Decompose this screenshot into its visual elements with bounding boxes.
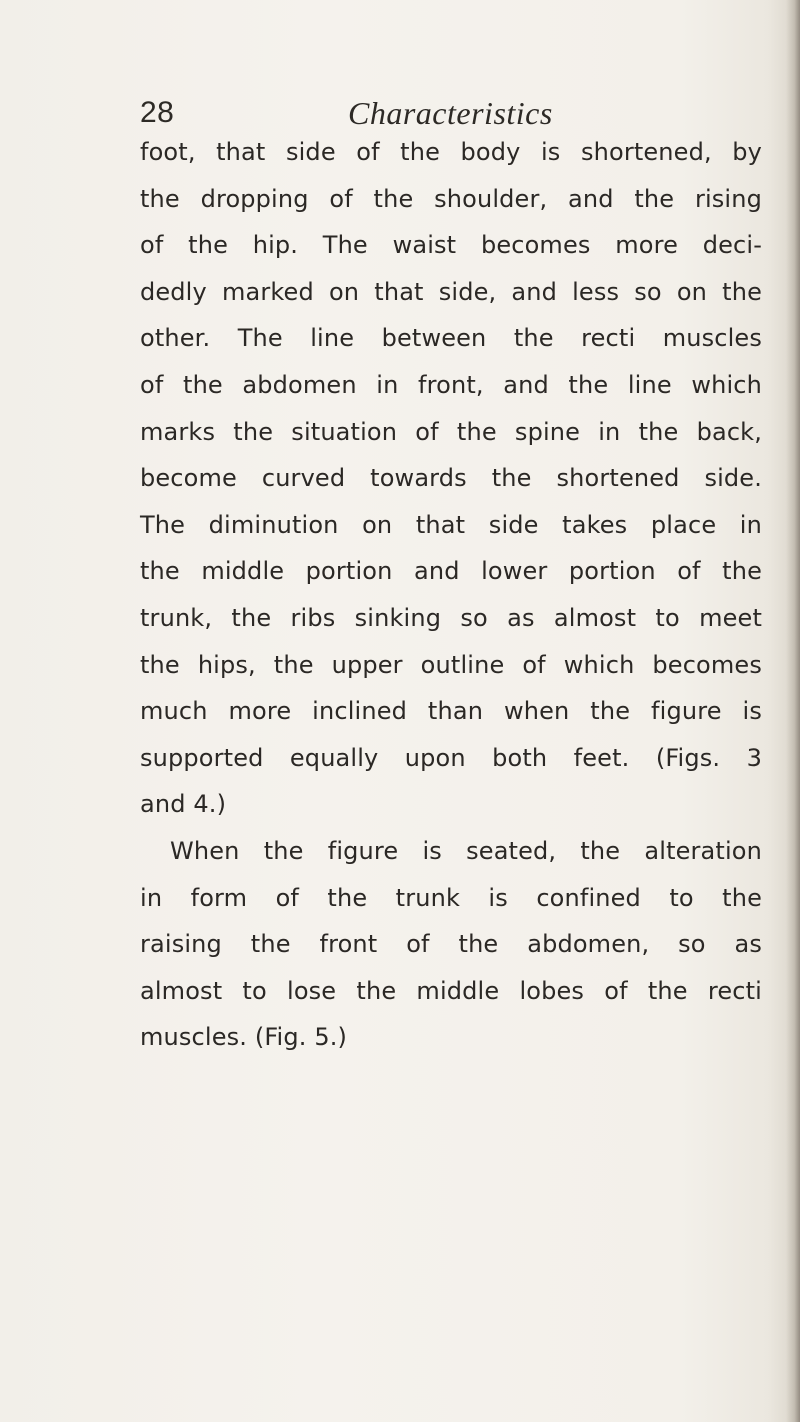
text-line: raising the front of the abdomen, so as <box>140 930 762 959</box>
text-line: When the figure is seated, the alteration <box>170 836 762 865</box>
text-line: the hips, the upper outline of which becomes <box>140 650 762 679</box>
text-line: marks the situation of the spine in the back, <box>140 417 762 446</box>
text-line: in form of the trunk is confined to the <box>140 883 762 912</box>
page-edge-shadow <box>786 0 800 1422</box>
text-line: of the hip. The waist becomes more deci- <box>140 231 762 260</box>
text-line: the dropping of the shoulder, and the rising <box>140 184 762 213</box>
text-line: and 4.) <box>140 790 227 819</box>
text-line: much more inclined than when the figure is <box>140 697 762 726</box>
running-title: Characteristics <box>348 95 553 131</box>
text-line: the middle portion and lower portion of the <box>140 557 762 586</box>
text-line: almost to lose the middle lobes of the recti <box>140 976 762 1005</box>
body-text <box>140 129 762 1061</box>
page-number: 28 <box>140 96 175 129</box>
text-line: dedly marked on that side, and less so on the <box>140 277 762 306</box>
text-line: foot, that side of the body is shortened, by <box>140 138 762 166</box>
text-line: The diminution on that side takes place in <box>140 510 762 539</box>
text-line: of the abdomen in front, and the line which <box>140 370 762 399</box>
text-line: other. The line between the recti muscles <box>140 324 762 353</box>
text-line: trunk, the ribs sinking so as almost to meet <box>140 603 762 632</box>
text-line: muscles. (Fig. 5.) <box>140 1023 348 1052</box>
text-line: supported equally upon both feet. (Figs. 3 <box>140 743 762 772</box>
text-line: become curved towards the shortened side. <box>140 464 762 493</box>
